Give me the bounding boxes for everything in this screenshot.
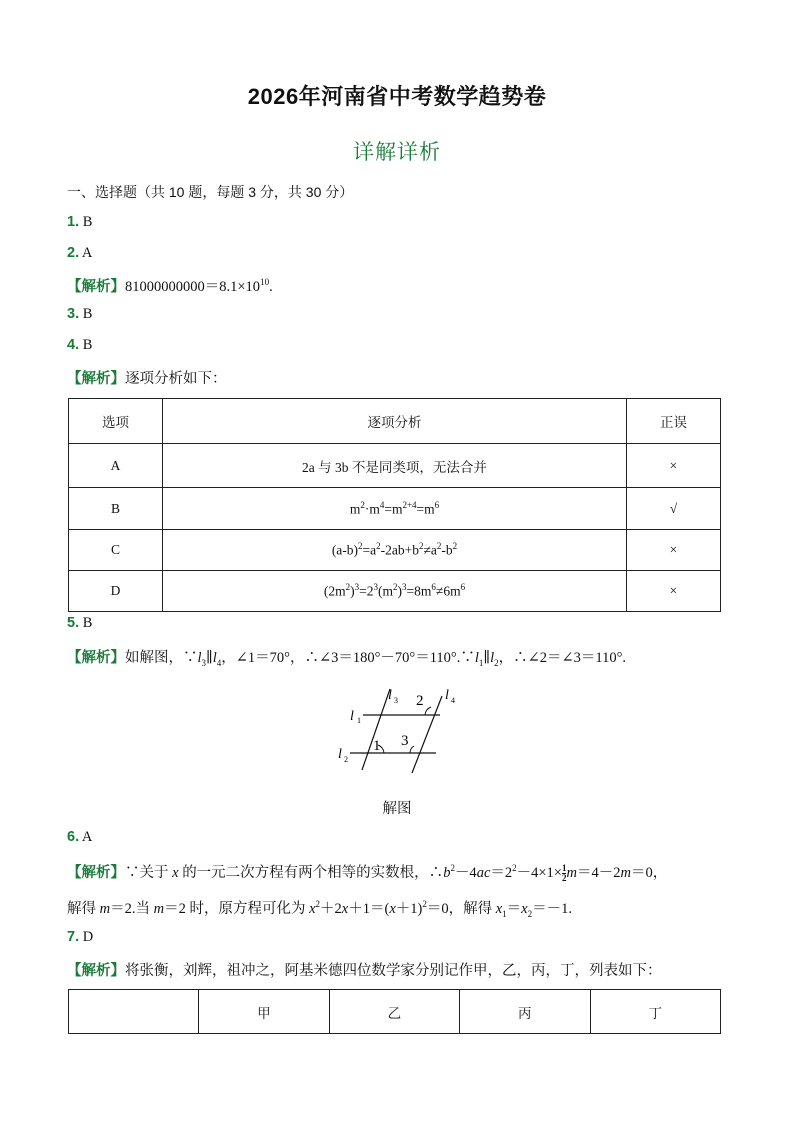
table-cell-analysis: $(2m^2)^3=2^3(m^2)^3=8m^6\ne 6m^6$: [163, 571, 627, 612]
page-title: 2026年河南省中考数学趋势卷: [247, 84, 547, 109]
q6-choice: A: [81, 829, 93, 845]
q5-number: 5.: [67, 615, 80, 631]
figure-caption: 解图: [382, 801, 412, 817]
q6-answer: [67, 829, 92, 846]
table-header: 甲: [199, 990, 329, 1034]
q2-analysis-text: 81000000000＝8.1×10: [125, 279, 261, 295]
table-header: 正误: [626, 399, 720, 444]
analysis-tag: 【解析】: [67, 650, 125, 666]
q6-number: 6.: [67, 829, 80, 845]
table-header: 丙: [460, 990, 590, 1034]
label-l1-sub: 1: [357, 716, 361, 725]
q5-analysis: 【解析】如解图，$\because l_3\parallel l_4$，∠1＝70°，$\therefore\angle 3=180^\circ-70^\circ=110^\circ.\because l_1\parallel l_2$，∴∠2＝∠3＝110°.: [67, 650, 627, 668]
table-cell-mark: ×: [626, 571, 720, 612]
table-cell-option: A: [69, 444, 163, 488]
table-cell-mark: ×: [626, 530, 720, 571]
q4-analysis-text: 逐项分析如下：: [125, 371, 227, 387]
section-heading: [67, 182, 353, 202]
label-l3-sub: 3: [394, 696, 398, 705]
q7-answer: [67, 929, 93, 946]
table-cell-mark: ×: [626, 444, 720, 488]
q7-table: [68, 989, 721, 1034]
q1-number: 1.: [67, 214, 80, 230]
page-subtitle: 详解详析: [353, 140, 441, 164]
q3-answer: [67, 306, 92, 323]
q6-analysis-line2: 解得 m＝2.当 m＝2 时，原方程可化为 $x^2+2x+1=(x+1)^2=0$，解得 $x_1=x_2=-1$.: [67, 899, 572, 919]
table-header-row: [69, 399, 721, 444]
q4-analysis: [67, 367, 227, 388]
label-l3: l: [388, 688, 392, 703]
table-header: [69, 990, 199, 1034]
q5-choice: B: [82, 615, 93, 631]
parallel-lines-figure: [330, 684, 470, 774]
label-l1: l: [350, 709, 354, 724]
q4-answer: [67, 337, 92, 354]
q4-table: [68, 398, 721, 612]
q4-choice: B: [82, 337, 93, 353]
table-cell-analysis: $m^2\cdot m^4=m^{2+4}=m^6$: [163, 488, 627, 530]
q1-answer: [67, 214, 92, 231]
angle-2-arc: [425, 707, 431, 715]
q2-analysis-exponent: 10: [260, 277, 270, 288]
table-header: 乙: [329, 990, 459, 1034]
table-row: [69, 530, 721, 571]
q2-analysis-end: .: [269, 279, 273, 295]
q7-number: 7.: [67, 929, 80, 945]
table-row: [69, 488, 721, 530]
q1-choice: B: [82, 214, 93, 230]
q6-analysis-line1: 【解析】∵关于 x 的一元二次方程有两个相等的实数根，$\therefore b^2-4ac=2^2-4\times 1\times$ $\frac{1}{2}$ m＝4－2m＝0，: [67, 863, 668, 884]
label-l2: l: [338, 747, 342, 762]
table-cell-option: D: [69, 571, 163, 612]
analysis-tag: 【解析】: [67, 279, 125, 295]
table-header-row: [69, 990, 721, 1034]
q4-number: 4.: [67, 337, 80, 353]
table-row: [69, 571, 721, 612]
q5-answer: [67, 615, 92, 632]
line-l3: [362, 689, 390, 770]
table-cell-analysis: 2a 与 3b 不是同类项，无法合并: [163, 444, 627, 488]
label-angle-3: 3: [401, 733, 409, 749]
label-angle-2: 2: [416, 693, 424, 709]
q3-choice: B: [82, 306, 93, 322]
analysis-tag: 【解析】: [67, 371, 125, 387]
table-header: 丁: [590, 990, 720, 1034]
table-row: [69, 444, 721, 488]
table-cell-analysis: $(a-b)^2=a^2-2ab+b^2\ne a^2-b^2$: [163, 530, 627, 571]
table-cell-mark: √: [626, 488, 720, 530]
q3-number: 3.: [67, 306, 80, 322]
q2-number: 2.: [67, 245, 80, 261]
section-label: 一、选择题（共 10 题，每题 3 分，共 30 分）: [67, 184, 354, 200]
table-cell-option: C: [69, 530, 163, 571]
label-l2-sub: 2: [344, 755, 348, 764]
fraction-half: $\frac{1}{2}$: [561, 863, 567, 884]
analysis-tag: 【解析】: [67, 865, 125, 881]
q2-answer: [67, 245, 92, 262]
q7-choice: D: [82, 929, 94, 945]
table-cell-option: B: [69, 488, 163, 530]
table-header: 逐项分析: [163, 399, 627, 444]
label-l4-sub: 4: [451, 696, 455, 705]
q2-analysis: [67, 275, 273, 296]
q7-analysis: [67, 959, 662, 980]
analysis-tag: 【解析】: [67, 963, 125, 979]
table-header: 选项: [69, 399, 163, 444]
q7-analysis-text: 将张衡，刘辉，祖冲之，阿基米德四位数学家分别记作甲，乙，丙，丁，列表如下：: [125, 963, 662, 979]
q2-choice: A: [81, 245, 93, 261]
angle-3-arc: [410, 746, 414, 753]
label-l4: l: [445, 688, 449, 703]
label-angle-1: 1: [373, 738, 381, 754]
